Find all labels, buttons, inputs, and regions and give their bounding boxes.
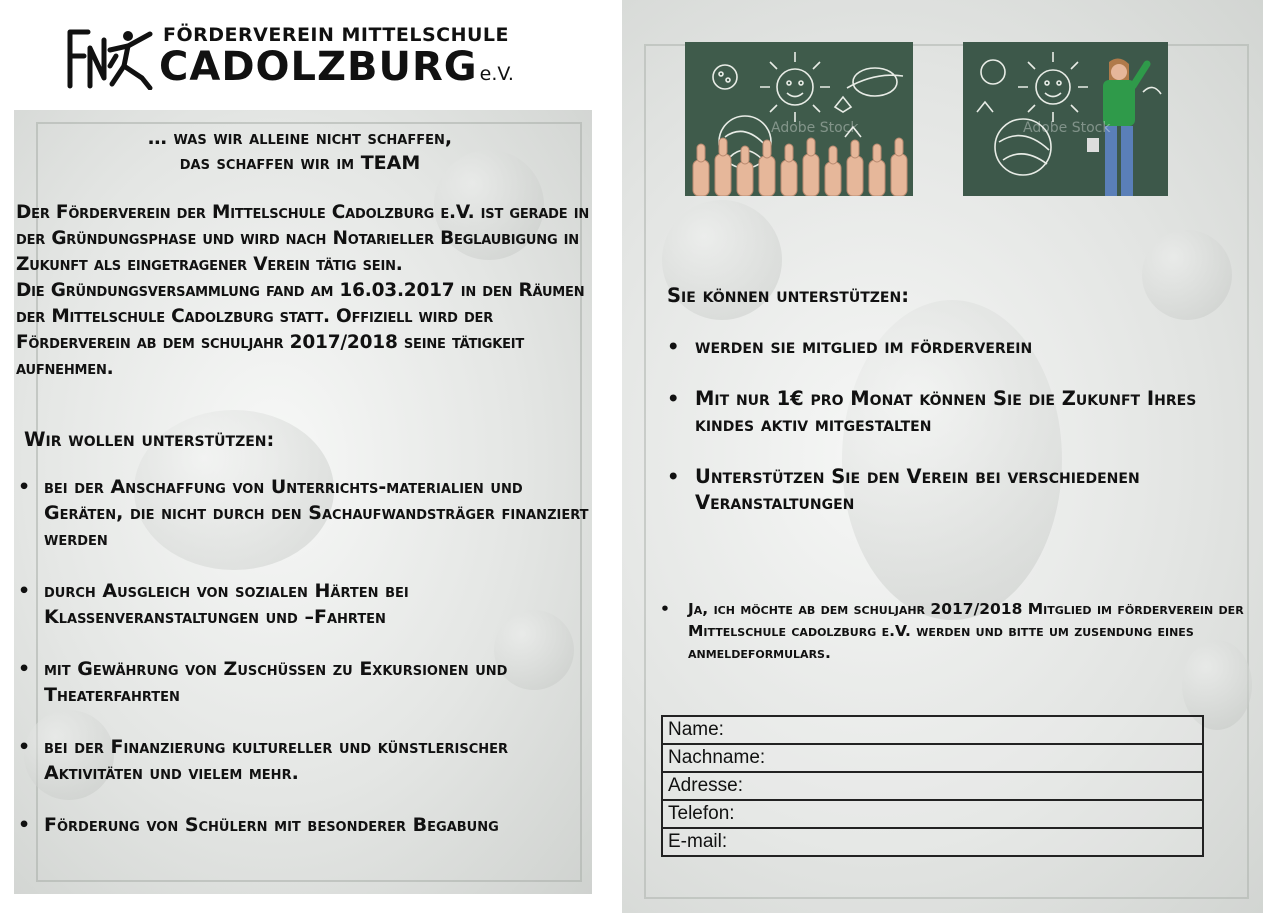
can-support-item-text: Mit nur 1€ pro Monat können Sie die Zukunft Ihres kindes aktiv mitgestalten [695,387,1197,436]
bullet-icon: • [667,387,680,410]
bullet-icon: • [18,580,31,602]
support-item-text: mit Gewährung von Zuschüssen zu Exkursionen und Theaterfahrten [44,658,508,706]
logo-title-line1: FÖRDERVEREIN MITTELSCHULE [163,24,509,46]
support-item-text: bei der Finanzierung kultureller und künstlerischer Aktivitäten und vielem mehr. [44,736,509,784]
support-item [16,474,596,552]
form-field-lastname[interactable]: Nachname: [663,745,1202,773]
can-support-item-text: werden sie mitglied im förderverein [695,335,1033,358]
slogan [60,126,540,176]
chalkboard-thumbs-up-image [685,42,913,196]
form-field-email[interactable]: E-mail: [663,829,1202,855]
form-field-address[interactable]: Adresse: [663,773,1202,801]
signup-statement [660,598,1248,664]
support-heading: Wir wollen unterstützen: [24,428,275,451]
form-field-phone[interactable]: Telefon: [663,801,1202,829]
can-support-list [667,334,1227,542]
bullet-icon: • [667,465,680,488]
support-item [16,734,596,786]
photo-girl-drawing-chalkboard [963,42,1168,196]
support-list [16,474,596,864]
support-item [16,812,596,838]
signup-form [661,715,1204,857]
bullet-icon: • [18,814,31,836]
bullet-icon: • [18,736,31,758]
form-field-name[interactable]: Name: [663,717,1202,745]
logo-suffix: e.V. [479,63,514,85]
bullet-icon: • [660,600,670,618]
can-support-item-text: Unterstützen Sie den Verein bei verschiedenen Veranstaltungen [695,465,1140,514]
can-support-heading: Sie können unterstützen: [667,284,909,307]
slogan-line-1: … was wir alleine nicht schaffen, [147,127,453,149]
support-item [16,656,596,708]
left-page [0,0,606,913]
watermark: Adobe Stock [1023,120,1111,136]
can-support-item [667,334,1227,360]
intro-text [16,200,596,382]
support-item-text: Förderung von Schülern mit besonderer Begabung [44,814,499,836]
can-support-item [667,386,1227,438]
photo-thumbs-up-chalkboard [685,42,913,196]
intro-paragraph-1: Der Förderverein der Mittelschule Cadolzburg e.V. ist gerade in der Gründungsphase und wird nach Notarieller Beglaubigung in Zukunft als eingetragener Verein tätig sein. [16,202,590,275]
slogan-line-2: das schaffen wir im TEAM [179,152,421,174]
background-sphere [1142,230,1232,320]
signup-text: Ja, ich möchte ab dem schuljahr 2017/2018 Mitglied im förderverein der Mittelschule cadolzburg e.V. werden und bitte um zusendung eines anmeldeformulars. [688,600,1244,662]
logo-town: CADOLZBURG [159,44,478,90]
watermark: Adobe Stock [771,120,859,136]
left-content [0,0,606,913]
can-support-item [667,464,1227,516]
support-item [16,578,596,630]
bullet-icon: • [18,658,31,680]
chalkboard-girl-image [963,42,1168,196]
intro-paragraph-2: Die Gründungsversammlung fand am 16.03.2017 in den Räumen der Mittelschule Cadolzburg statt. Offiziell wird der Förderverein ab dem schuljahr 2017/2018 seine tätigkeit aufnehmen. [16,280,585,379]
bullet-icon: • [18,476,31,498]
bullet-icon: • [667,335,680,358]
support-item-text: durch Ausgleich von sozialen Härten bei Klassenveranstaltungen und –Fahrten [44,580,409,628]
support-item-text: bei der Anschaffung von Unterrichts-materialien und Geräten, die nicht durch den Sachaufwandsträger finanziert werden [44,476,589,550]
